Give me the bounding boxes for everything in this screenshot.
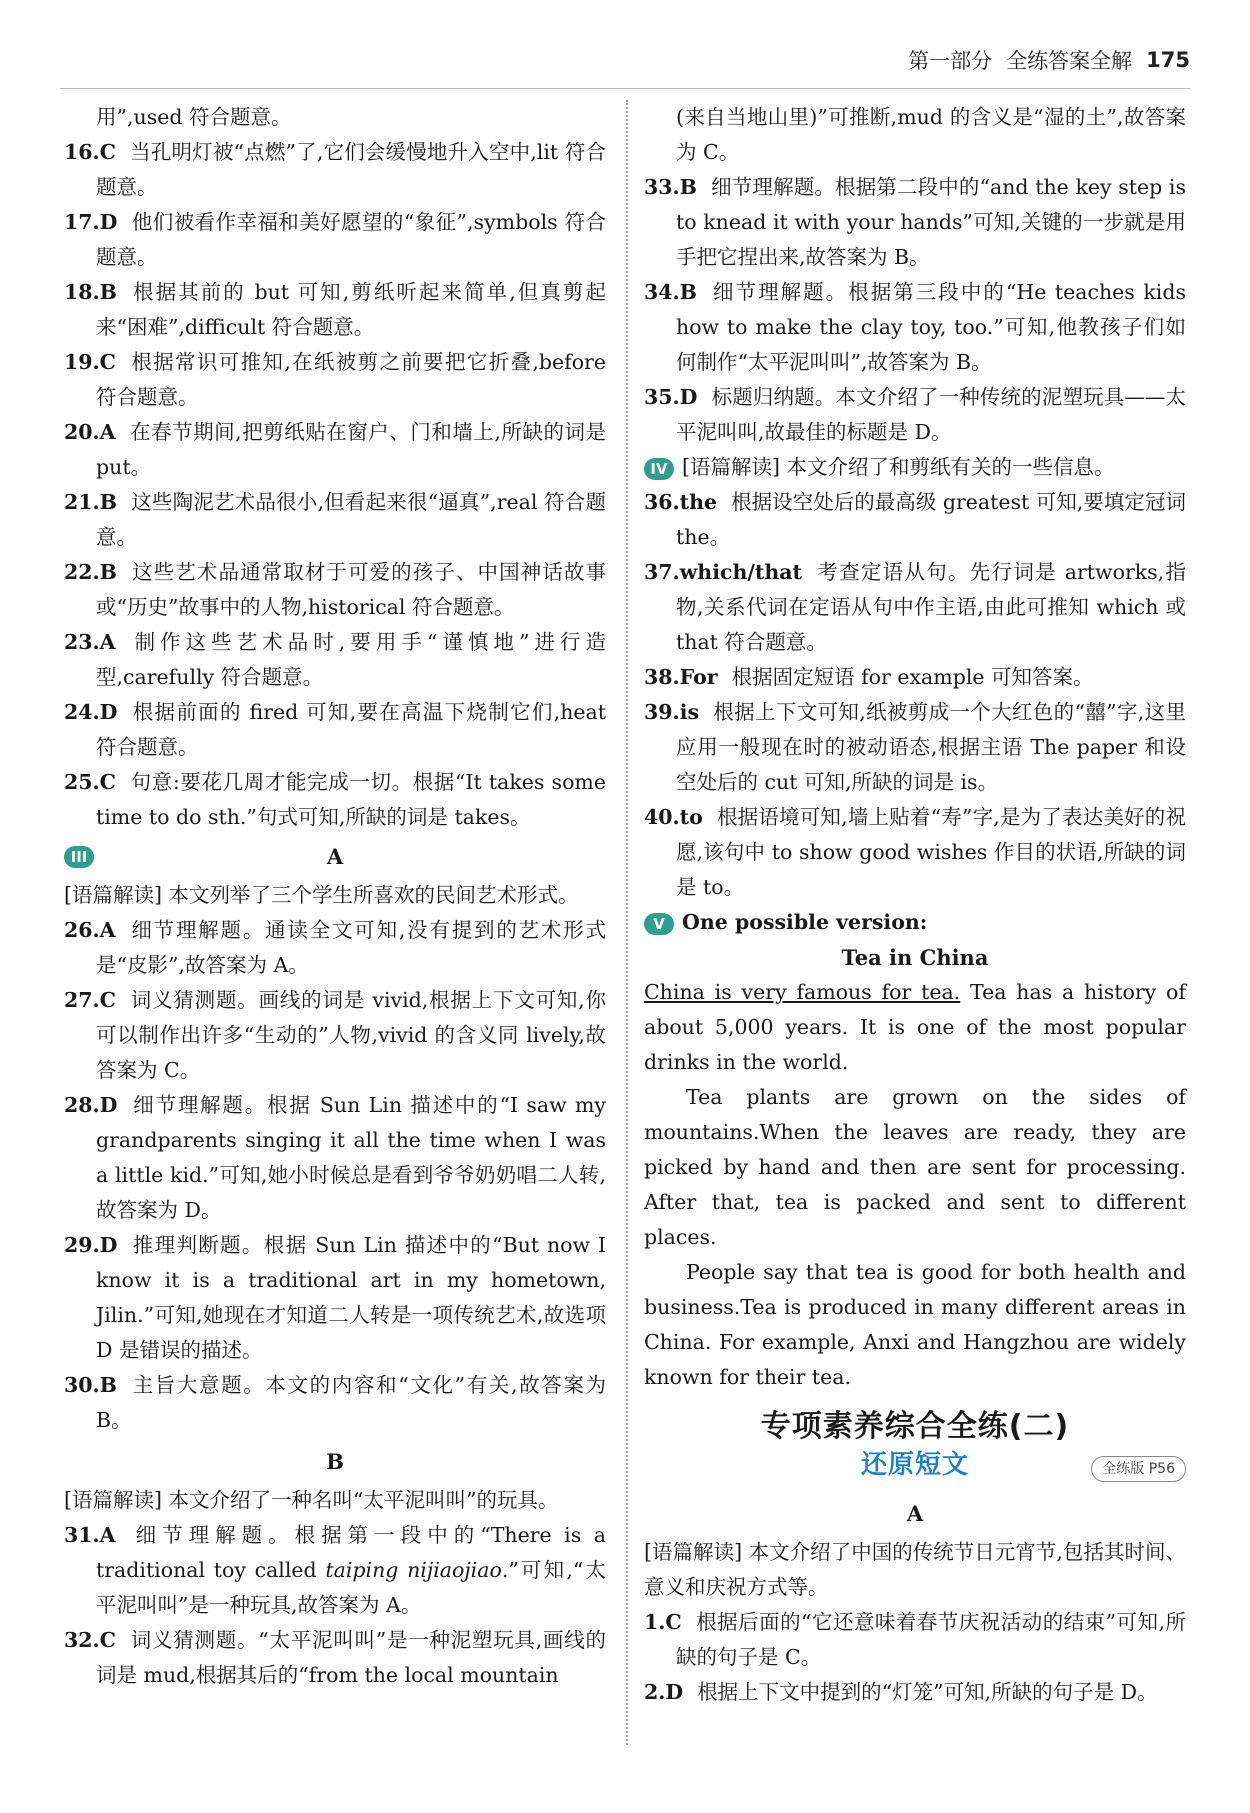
- answer-number: 31.A: [64, 1523, 116, 1547]
- answer-number: 22.B: [64, 560, 117, 584]
- answer-list-33-35: [644, 170, 1186, 450]
- answer-text: 根据其前的 but 可知,剪纸听起来简单,但真剪起来“困难”,difficult 符合题意。: [96, 280, 606, 339]
- header-section: 第一部分: [908, 49, 993, 73]
- answer-item: [644, 275, 1186, 380]
- answer-item: [64, 1228, 606, 1368]
- section-badge-iv: IV: [644, 458, 674, 480]
- answer-item: [64, 485, 606, 555]
- answer-number: 17.D: [64, 210, 118, 234]
- answer-text: 根据前面的 fired 可知,要在高温下烧制它们,heat 符合题意。: [96, 700, 606, 759]
- answer-text: 根据语境可知,墙上贴着“寿”字,是为了表达美好的祝愿,该句中 to show good wishes 作目的状语,所缺的词是 to。: [676, 805, 1186, 899]
- section-v-heading: [644, 905, 1186, 940]
- section-badge-v: V: [644, 913, 674, 935]
- passage-label-b: B: [326, 1449, 344, 1474]
- section-badge-iii: III: [64, 846, 94, 868]
- answer-item: [64, 625, 606, 695]
- answer-text: 这些艺术品通常取材于可爱的孩子、中国神话故事或“历史”故事中的人物,historical 符合题意。: [96, 560, 606, 619]
- answer-text: 根据设空处后的最高级 greatest 可知,要填定冠词 the。: [676, 490, 1186, 549]
- answer-text: 主旨大意题。本文的内容和“文化”有关,故答案为 B。: [96, 1373, 606, 1432]
- answer-number: 21.B: [64, 490, 117, 514]
- answer-text: 考查定语从句。先行词是 artworks,指物,关系代词在定语从句中作主语,由此可推知 which 或 that 符合题意。: [676, 560, 1186, 654]
- answer-item: [644, 555, 1186, 660]
- subsection-heading: [644, 1448, 1186, 1492]
- answer-number: 27.C: [64, 988, 116, 1012]
- answer-number: 28.D: [64, 1093, 118, 1117]
- answer-item: [64, 1623, 606, 1693]
- answer-text: 这些陶泥艺术品很小,但看起来很“逼真”,real 符合题意。: [96, 490, 606, 549]
- answer-text: 细节理解题。根据第三段中的“He teaches kids how to make the clay toy, too.”可知,他教孩子们如何制作“太平泥叫叫”,故答案为 B。: [676, 280, 1186, 374]
- answer-number: 2.D: [644, 1680, 684, 1704]
- passage-intro-a: [语篇解读] 本文列举了三个学生所喜欢的民间艺术形式。: [64, 883, 579, 907]
- answer-number: 34.B: [644, 280, 697, 304]
- subsection-title: 还原短文: [860, 1450, 969, 1480]
- answer-item: [64, 983, 606, 1088]
- answer-number: 1.C: [644, 1610, 682, 1634]
- answer-text: 根据固定短语 for example 可知答案。: [731, 665, 1094, 689]
- page-header: [908, 40, 1190, 80]
- answer-item: [64, 1368, 606, 1438]
- section-iii-heading: [64, 835, 606, 878]
- answer-text-part2: .”可知,“太平泥叫叫”是一种玩具,故答案为 A。: [96, 1558, 607, 1617]
- answer-text: 推理判断题。根据 Sun Lin 描述中的“But now I know it is a traditional art in my hometown, Jilin.”可知,她现在才知道二人转是一项传统艺术,故选项 D 是错误的描述。: [96, 1233, 606, 1362]
- answer-number: 40.to: [644, 805, 703, 829]
- answer-number: 26.A: [64, 918, 116, 942]
- answer-text-italic: taiping nijiaojiao: [325, 1558, 502, 1582]
- page-number: 175: [1146, 48, 1190, 72]
- header-rule: [60, 88, 1190, 89]
- answer-text: 细节理解题。根据 Sun Lin 描述中的“I saw my grandparents singing it all the time when I was a little kid.”可知,她小时候总是看到爷爷奶奶唱二人转,故答案为 D。: [96, 1093, 606, 1222]
- answer-text: 在春节期间,把剪纸贴在窗户、门和墙上,所缺的词是 put。: [96, 420, 606, 479]
- answer-number: 18.B: [64, 280, 117, 304]
- section-iv-text: [语篇解读] 本文介绍了和剪纸有关的一些信息。: [682, 455, 1115, 479]
- answer-item: [644, 485, 1186, 555]
- answer-text: 词义猜测题。“太平泥叫叫”是一种泥塑玩具,画线的词是 mud,根据其后的“from the local mountain: [96, 1628, 606, 1687]
- right-column: [644, 100, 1186, 1710]
- answer-number: 24.D: [64, 700, 118, 724]
- answer-item: [64, 205, 606, 275]
- answer-list-16-25: [64, 135, 606, 835]
- answer-item: [644, 1675, 1186, 1710]
- answer-item: [644, 800, 1186, 905]
- answer-item: [644, 380, 1186, 450]
- essay-paragraph-1: [644, 975, 1186, 1080]
- answer-item: [64, 1518, 606, 1623]
- answer-text: 根据上下文中提到的“灯笼”可知,所缺的句子是 D。: [697, 1680, 1158, 1704]
- passage-label-a: A: [326, 844, 344, 869]
- section-v-label: One possible version:: [682, 910, 928, 934]
- essay-p1-rest: Tea has a history of about 5,000 years. It is one of the most popular drinks in the world.: [644, 980, 1186, 1074]
- left-column: [64, 100, 606, 1693]
- answer-number: 25.C: [64, 770, 116, 794]
- answer-text: 根据上下文可知,纸被剪成一个大红色的“囍”字,这里应用一般现在时的被动语态,根据主语 The paper 和设空处后的 cut 可知,所缺的词是 is。: [676, 700, 1186, 794]
- answer-item: [64, 415, 606, 485]
- page-reference-badge: 全练版 P56: [1091, 1456, 1186, 1482]
- section-iv-intro: [644, 450, 1186, 485]
- answer-number: 29.D: [64, 1233, 118, 1257]
- passage-label-a2: A: [906, 1501, 924, 1526]
- answer-item: [64, 135, 606, 205]
- answer-text: 细节理解题。根据第二段中的“and the key step is to knead it with your hands”可知,关键的一步就是用手把它捏出来,故答案为 B。: [676, 175, 1186, 269]
- answer-number: 30.B: [64, 1373, 117, 1397]
- column-divider: [626, 100, 628, 1745]
- answer-item: [64, 1088, 606, 1228]
- answer-text-part1: 细节理解题。根据第一段中的“There is a traditional toy called: [96, 1523, 606, 1582]
- answer-item: [64, 695, 606, 765]
- answer-item: [644, 170, 1186, 275]
- answer-text: 根据常识可推知,在纸被剪之前要把它折叠,before 符合题意。: [96, 350, 606, 409]
- passage-intro-b: [语篇解读] 本文介绍了一种名叫“太平泥叫叫”的玩具。: [64, 1488, 559, 1512]
- answer-text: 他们被看作幸福和美好愿望的“象征”,symbols 符合题意。: [96, 210, 606, 269]
- answer-item: [64, 275, 606, 345]
- answer-item: [644, 695, 1186, 800]
- answer-text: 标题归纳题。本文介绍了一种传统的泥塑玩具——太平泥叫叫,故最佳的标题是 D。: [676, 385, 1186, 444]
- answer-item: [64, 345, 606, 415]
- answer-list-1-2: [644, 1605, 1186, 1710]
- answer-list-26-30: [64, 913, 606, 1438]
- essay-paragraph-2: Tea plants are grown on the sides of mountains.When the leaves are ready, they are picked by hand and then are sent for processing. After that, tea is packed and sent to different places.: [644, 1085, 1186, 1249]
- continued-text: 用”,used 符合题意。: [96, 105, 292, 129]
- essay-title: Tea in China: [841, 945, 989, 970]
- essay-paragraph-3: People say that tea is good for both health and business.Tea is produced in many different areas in China. For example, Anxi and Hangzhou are widely known for their tea.: [644, 1260, 1186, 1389]
- answer-item: [64, 765, 606, 835]
- answer-item: [64, 913, 606, 983]
- answer-number: 20.A: [64, 420, 116, 444]
- answer-number: 32.C: [64, 1628, 116, 1652]
- answer-number: 16.C: [64, 140, 116, 164]
- chapter-title: 专项素养综合全练(二): [760, 1409, 1070, 1444]
- answer-text: 细节理解题。通读全文可知,没有提到的艺术形式是“皮影”,故答案为 A。: [96, 918, 606, 977]
- answer-item: [644, 660, 1186, 695]
- header-subtitle: 全练答案全解: [1006, 49, 1133, 73]
- answer-text: 根据后面的“它还意味着春节庆祝活动的结束”可知,所缺的句子是 C。: [676, 1610, 1186, 1669]
- essay-topic-sentence: China is very famous for tea.: [644, 980, 961, 1004]
- answer-number: 19.C: [64, 350, 116, 374]
- answer-number: 36.the: [644, 490, 718, 514]
- answer-number: 23.A: [64, 630, 116, 654]
- answer-number: 38.For: [644, 665, 718, 689]
- answer-number: 33.B: [644, 175, 697, 199]
- answer-text: 制作这些艺术品时,要用手“谨慎地”进行造型,carefully 符合题意。: [96, 630, 606, 689]
- answer-number: 35.D: [644, 385, 698, 409]
- answer-item: [644, 1605, 1186, 1675]
- answer-list-36-40: [644, 485, 1186, 905]
- answer-item: [64, 555, 606, 625]
- answer-number: 39.is: [644, 700, 699, 724]
- passage-intro-a2: [语篇解读] 本文介绍了中国的传统节日元宵节,包括其时间、意义和庆祝方式等。: [644, 1540, 1186, 1599]
- answer-text: 当孔明灯被“点燃”了,它们会缓慢地升入空中,lit 符合题意。: [96, 140, 606, 199]
- answer-text: 词义猜测题。画线的词是 vivid,根据上下文可知,你可以制作出许多“生动的”人物,vivid 的含义同 lively,故答案为 C。: [96, 988, 606, 1082]
- continued-text: (来自当地山里)”可推断,mud 的含义是“湿的土”,故答案为 C。: [676, 105, 1186, 164]
- answer-number: 37.which/that: [644, 560, 803, 584]
- answer-text: 句意:要花几周才能完成一切。根据“It takes some time to do sth.”句式可知,所缺的词是 takes。: [96, 770, 606, 829]
